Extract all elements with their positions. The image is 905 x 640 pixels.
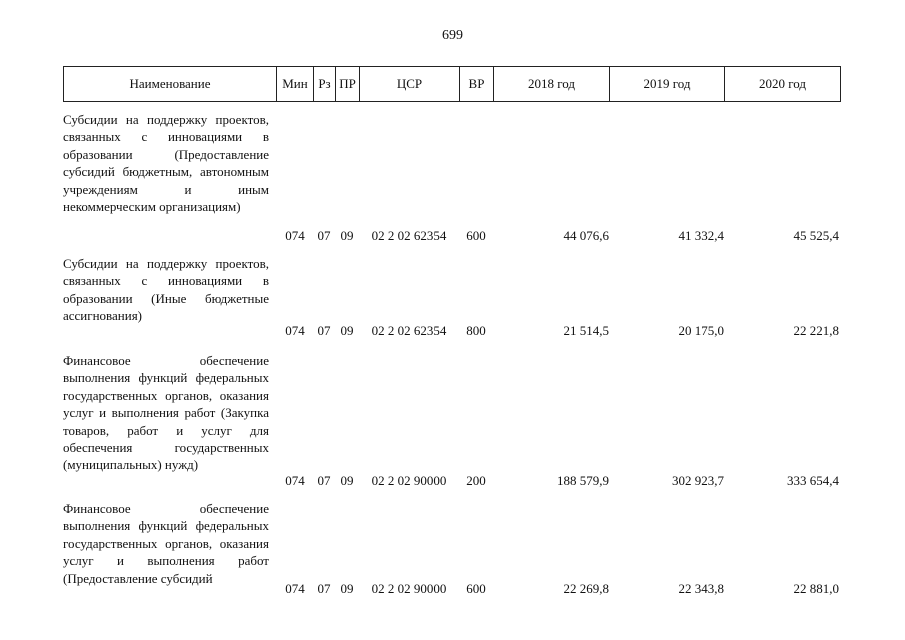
row-2020: 45 525,4 (793, 228, 839, 243)
row-2018: 188 579,9 (557, 473, 609, 488)
table-row (63, 255, 841, 345)
row-2018: 44 076,6 (563, 228, 609, 243)
row-rz: 07 (317, 473, 331, 488)
row-min: 074 (285, 228, 305, 243)
row-2019: 302 923,7 (672, 473, 724, 488)
header-2018: 2018 год (494, 67, 610, 101)
row-name: Финансовое обеспечение выполнения функций федеральных государственных органов, оказания услуг и выполнения работ (Закупка товаров, работ и услуг для обеспечения государственных (муниципальных) нужд) (63, 353, 269, 473)
table-row (63, 111, 841, 246)
row-rz: 07 (317, 228, 331, 243)
table-header (63, 66, 841, 102)
row-vr: 200 (466, 473, 486, 488)
row-rz: 07 (317, 323, 331, 338)
row-pr: 09 (340, 473, 354, 488)
row-2019: 41 332,4 (678, 228, 724, 243)
header-2019: 2019 год (610, 67, 725, 101)
header-vr: ВР (460, 67, 494, 101)
header-pr: ПР (336, 67, 360, 101)
row-min: 074 (285, 581, 305, 596)
row-pr: 09 (340, 323, 354, 338)
page-number: 699 (442, 28, 463, 43)
row-2018: 22 269,8 (563, 581, 609, 596)
row-csr: 02 2 02 62354 (371, 323, 447, 338)
header-rz: Рз (314, 67, 336, 101)
header-2020: 2020 год (759, 76, 806, 91)
row-csr: 02 2 02 62354 (371, 228, 447, 243)
row-csr: 02 2 02 90000 (371, 473, 447, 488)
row-vr: 600 (466, 228, 486, 243)
row-name: Субсидии на поддержку проектов, связанных с инновациями в образовании (Иные бюджетные ассигнования) (63, 256, 269, 324)
table-row (63, 500, 841, 610)
row-csr: 02 2 02 90000 (371, 581, 447, 596)
row-min: 074 (285, 323, 305, 338)
header-min: Мин (277, 67, 314, 101)
row-2020: 22 881,0 (793, 581, 839, 596)
row-vr: 600 (466, 581, 486, 596)
row-2020: 22 221,8 (793, 323, 839, 338)
row-2018: 21 514,5 (563, 323, 609, 338)
row-min: 074 (285, 473, 305, 488)
row-vr: 800 (466, 323, 486, 338)
row-pr: 09 (340, 581, 354, 596)
row-name: Субсидии на поддержку проектов, связанных с инновациями в образовании (Предоставление субсидий бюджетным, автономным учреждениям и иным некоммерческим организациям) (63, 112, 269, 215)
row-pr: 09 (340, 228, 354, 243)
table-row (63, 352, 841, 492)
row-2019: 20 175,0 (678, 323, 724, 338)
row-2019: 22 343,8 (678, 581, 724, 596)
row-2020: 333 654,4 (787, 473, 839, 488)
header-name: Наименование (64, 67, 277, 101)
row-rz: 07 (317, 581, 331, 596)
header-csr: ЦСР (360, 67, 460, 101)
row-name: Финансовое обеспечение выполнения функций федеральных государственных органов, оказания услуг и выполнения работ (Предоставление субсидий (63, 501, 269, 586)
